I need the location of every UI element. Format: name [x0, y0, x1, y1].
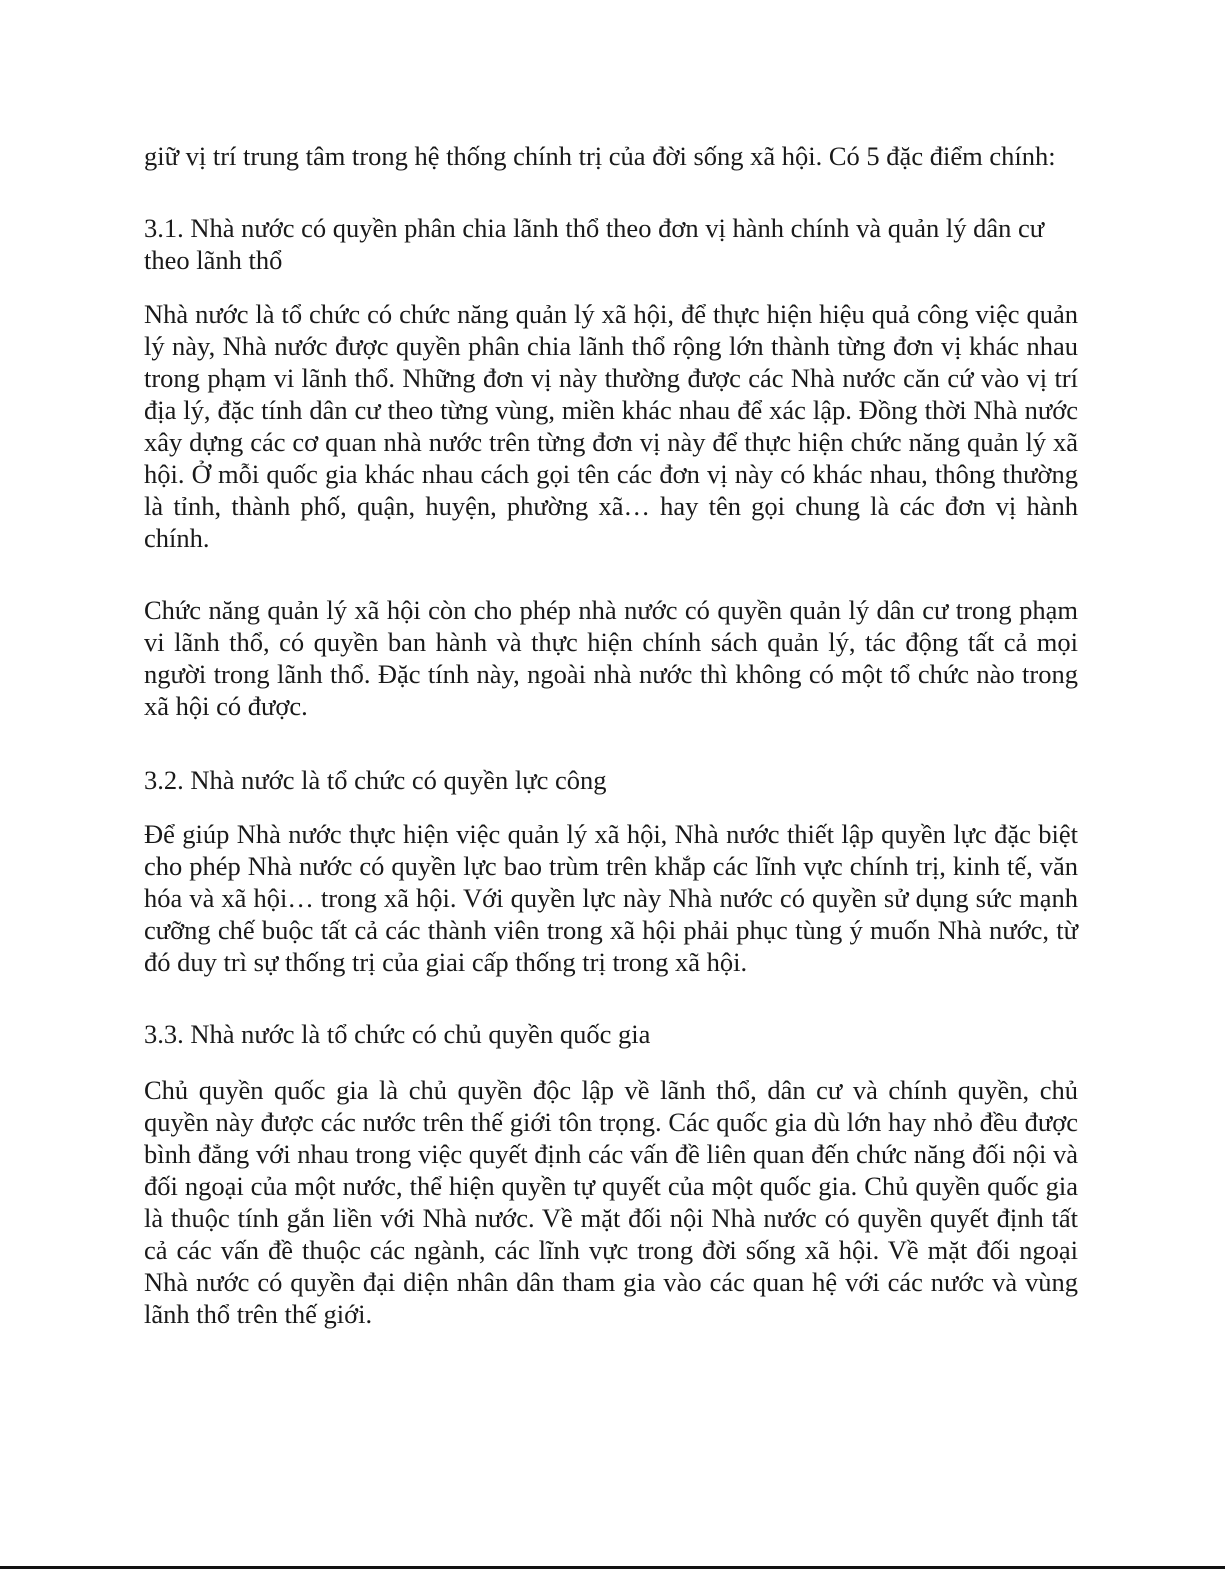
intro-paragraph: giữ vị trí trung tâm trong hệ thống chính trị của đời sống xã hội. Có 5 đặc điểm chính: — [144, 141, 1056, 171]
section-heading-3-3: 3.3. Nhà nước là tổ chức có chủ quyền quốc gia — [144, 1019, 651, 1049]
section-heading-3-2: 3.2. Nhà nước là tổ chức có quyền lực công — [144, 765, 607, 795]
page-bottom-border — [0, 1566, 1225, 1569]
document-body — [144, 140, 1078, 1330]
section-heading-3-1: 3.1. Nhà nước có quyền phân chia lãnh thổ theo đơn vị hành chính và quản lý dân cư theo lãnh thổ — [144, 213, 1045, 275]
section-3-1-paragraph-1: Nhà nước là tổ chức có chức năng quản lý xã hội, để thực hiện hiệu quả công việc quản lý này, Nhà nước được quyền phân chia lãnh thổ rộng lớn thành từng đơn vị khác nhau trong phạm vi lãnh thổ. Những đơn vị này thường được các Nhà nước căn cứ vào vị trí địa lý, đặc tính dân cư theo từng vùng, miền khác nhau để xác lập. Đồng thời Nhà nước xây dựng các cơ quan nhà nước trên từng đơn vị này để thực hiện chức năng quản lý xã hội. Ở mỗi quốc gia khác nhau cách gọi tên các đơn vị này có khác nhau, thông thường là tỉnh, thành phố, quận, huyện, phường xã… hay tên gọi chung là các đơn vị hành chính. — [144, 299, 1078, 553]
section-3-2-paragraph-1: Để giúp Nhà nước thực hiện việc quản lý xã hội, Nhà nước thiết lập quyền lực đặc biệt cho phép Nhà nước có quyền lực bao trùm trên khắp các lĩnh vực chính trị, kinh tế, văn hóa và xã hội… trong xã hội. Với quyền lực này Nhà nước có quyền sử dụng sức mạnh cưỡng chế buộc tất cả các thành viên trong xã hội phải phục tùng ý muốn Nhà nước, từ đó duy trì sự thống trị của giai cấp thống trị trong xã hội. — [144, 819, 1078, 977]
section-3-3-paragraph-1: Chủ quyền quốc gia là chủ quyền độc lập về lãnh thổ, dân cư và chính quyền, chủ quyền này được các nước trên thế giới tôn trọng. Các quốc gia dù lớn hay nhỏ đều được bình đẳng với nhau trong việc quyết định các vấn đề liên quan đến chức năng đối nội và đối ngoại của một nước, thể hiện quyền tự quyết của một quốc gia. Chủ quyền quốc gia là thuộc tính gắn liền với Nhà nước. Về mặt đối nội Nhà nước có quyền quyết định tất cả các vấn đề thuộc các ngành, các lĩnh vực trong đời sống xã hội. Về mặt đối ngoại Nhà nước có quyền đại diện nhân dân tham gia vào các quan hệ với các nước và vùng lãnh thổ trên thế giới. — [144, 1075, 1078, 1329]
section-3-1-paragraph-2: Chức năng quản lý xã hội còn cho phép nhà nước có quyền quản lý dân cư trong phạm vi lãnh thổ, có quyền ban hành và thực hiện chính sách quản lý, tác động tất cả mọi người trong lãnh thổ. Đặc tính này, ngoài nhà nước thì không có một tổ chức nào trong xã hội có được. — [144, 595, 1078, 721]
